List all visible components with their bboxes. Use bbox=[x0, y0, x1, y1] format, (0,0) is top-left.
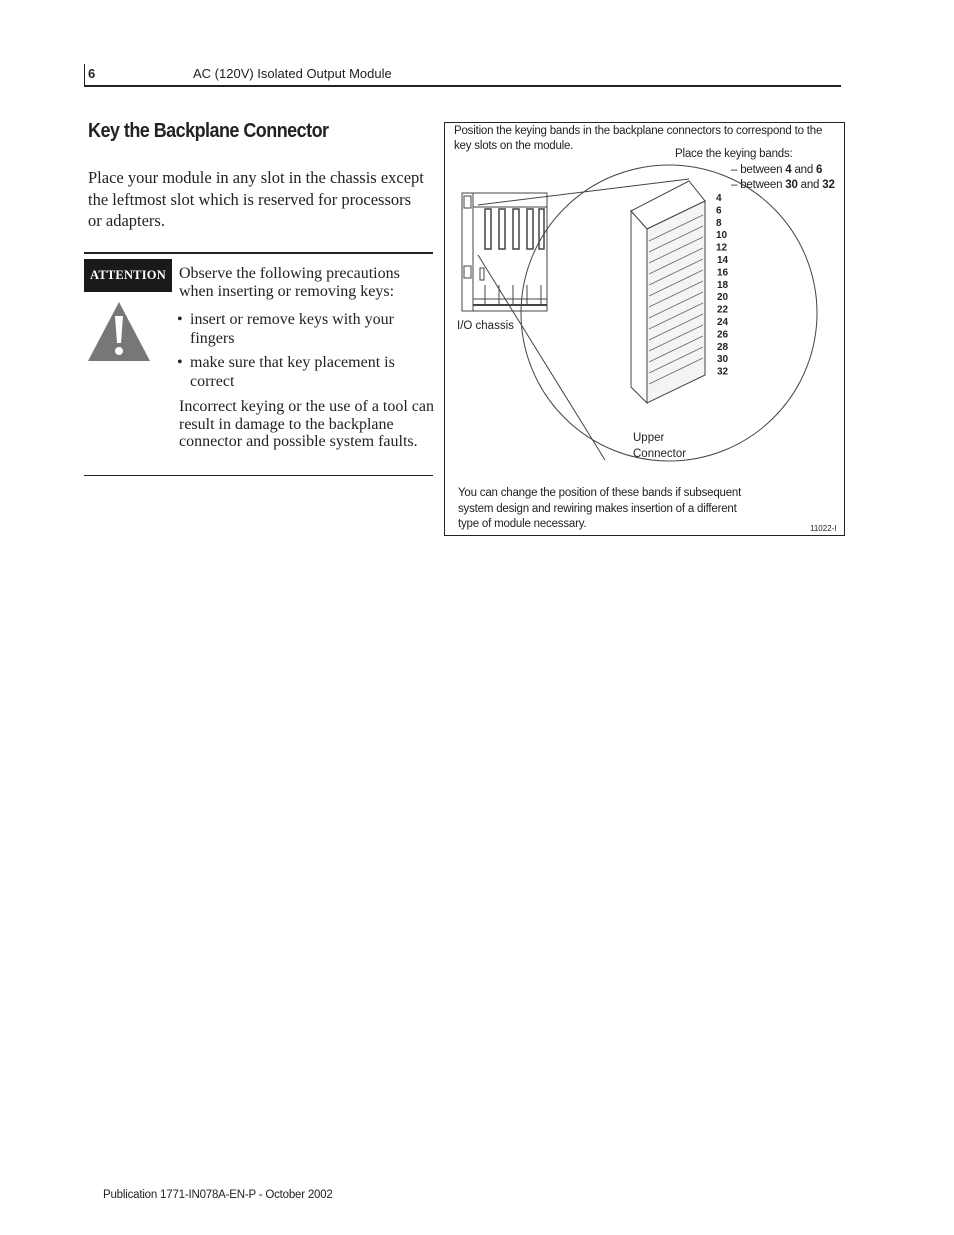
pin-number-24: 24 bbox=[717, 317, 729, 328]
section-title: Key the Backplane Connector bbox=[88, 120, 329, 142]
bullet-icon: • bbox=[177, 354, 183, 371]
attention-bullets bbox=[177, 310, 432, 396]
upper-connector-label: Upper Connector bbox=[633, 432, 687, 460]
pin-number-32: 32 bbox=[717, 366, 729, 378]
pin-number-20: 20 bbox=[717, 292, 729, 304]
pin-number-14: 14 bbox=[717, 255, 729, 266]
pin-number-28: 28 bbox=[717, 341, 729, 353]
figure-note: You can change the position of these bands if subsequent system design and rewiring makes insertion of a different type of module necessary. bbox=[458, 487, 742, 530]
attention-lead: Observe the following precautions when inserting or removing keys: bbox=[179, 265, 400, 300]
warning-triangle-icon bbox=[86, 300, 152, 363]
figure-id: 11022-I bbox=[810, 524, 837, 533]
bullet-icon: • bbox=[177, 311, 183, 328]
header-divider bbox=[84, 64, 85, 85]
page-number: 6 bbox=[88, 66, 96, 81]
figure-caption: Position the keying bands in the backplane connectors to correspond to the key slots on the module. bbox=[454, 125, 823, 152]
pin-number-26: 26 bbox=[717, 329, 729, 341]
pin-number-labels bbox=[716, 193, 729, 378]
pin-number-30: 30 bbox=[717, 354, 729, 366]
keying-instructions bbox=[675, 147, 835, 194]
pin-number-8: 8 bbox=[716, 217, 722, 229]
running-header-title: AC (120V) Isolated Output Module bbox=[193, 66, 392, 81]
intro-paragraph: Place your module in any slot in the chassis except the leftmost slot which is reserved for processors or adapters. bbox=[88, 168, 424, 230]
attention-bottom-rule bbox=[84, 475, 433, 476]
pin-number-4: 4 bbox=[716, 193, 722, 204]
attention-badge: ATTENTION bbox=[84, 259, 172, 292]
keying-title: Place the keying bands: bbox=[675, 148, 793, 160]
keying-band-1: – between 4 and 6 bbox=[731, 163, 823, 176]
pin-number-18: 18 bbox=[717, 279, 729, 291]
io-chassis-label: I/O chassis bbox=[457, 320, 514, 332]
keying-figure bbox=[444, 122, 845, 536]
pin-number-16: 16 bbox=[717, 267, 729, 279]
pin-number-22: 22 bbox=[717, 304, 729, 316]
pin-number-12: 12 bbox=[716, 242, 728, 254]
pin-number-6: 6 bbox=[716, 205, 722, 217]
header-rule bbox=[84, 85, 841, 87]
list-item: • make sure that key placement is correct bbox=[177, 354, 395, 390]
attention-top-rule bbox=[84, 252, 433, 254]
pin-number-10: 10 bbox=[716, 230, 728, 242]
list-item: • insert or remove keys with your fingers bbox=[177, 311, 394, 347]
keying-band-2: – between 30 and 32 bbox=[731, 179, 835, 191]
attention-footer: Incorrect keying or the use of a tool can result in damage to the backplane connector and possible system faults. bbox=[179, 398, 435, 450]
publication-footer: Publication 1771-IN078A-EN-P - October 2002 bbox=[103, 1189, 333, 1201]
